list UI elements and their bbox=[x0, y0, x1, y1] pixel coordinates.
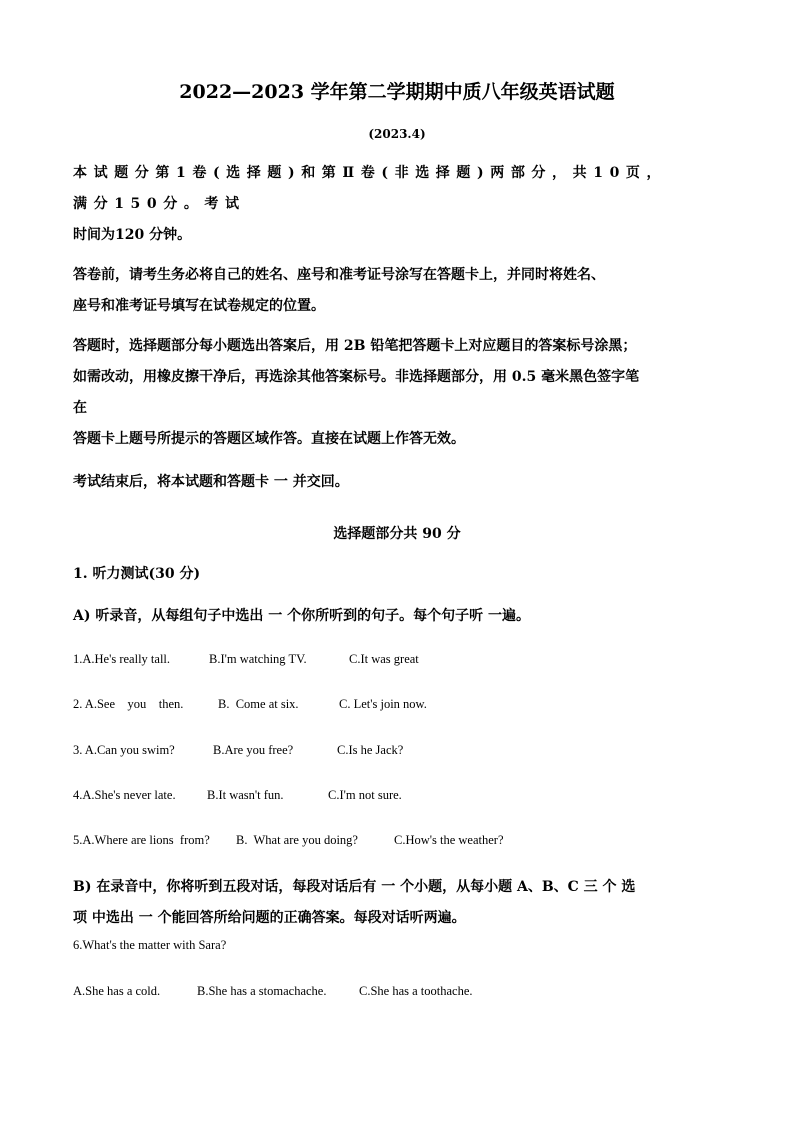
question-1 bbox=[73, 652, 419, 667]
exam-date: (2023.4) bbox=[368, 127, 426, 141]
question-6-option-a: A.She has a cold. bbox=[73, 984, 161, 998]
question-1-option-b: B.I'm watching TV. bbox=[209, 652, 307, 666]
question-5-option-b: B. What are you doing? bbox=[236, 833, 358, 847]
question-2 bbox=[73, 697, 427, 712]
question-5-option-c: C.How's the weather? bbox=[394, 833, 504, 847]
question-6-stem: 6.What's the matter with Sara? bbox=[73, 938, 227, 952]
instruction-line-2: 满分150分。考试 bbox=[73, 196, 246, 212]
question-5 bbox=[73, 833, 504, 848]
section-title: 选择题部分共 90 分 bbox=[333, 526, 461, 542]
question-3-option-a: 3. A.Can you swim? bbox=[73, 743, 175, 757]
instruction-para3-line3: 在 bbox=[73, 400, 87, 416]
question-4-option-b: B.It wasn't fun. bbox=[207, 788, 284, 802]
instruction-line-3: 时间为120 分钟。 bbox=[73, 227, 192, 243]
question-6-option-c: C.She has a toothache. bbox=[359, 984, 473, 998]
question-6-option-b: B.She has a stomachache. bbox=[197, 984, 327, 998]
partB-heading-line1: B) 在录音中，你将听到五段对话，每段对话后有 一 个小题，从每小题 A、B、C 三 个 选 bbox=[73, 879, 636, 895]
partB-heading-line2: 项 中选出 一 个能回答所给问题的正确答案。每段对话听两遍。 bbox=[73, 910, 466, 926]
exam-title: 2022—2023 学年第二学期期中质八年级英语试题 bbox=[179, 81, 615, 103]
instruction-para2-line2: 座号和准考证号填写在试卷规定的位置。 bbox=[73, 298, 325, 314]
part1-heading: 1. 听力测试(30 分) bbox=[73, 566, 201, 582]
question-6 bbox=[73, 984, 473, 999]
question-2-option-c: C. Let's join now. bbox=[339, 697, 427, 711]
question-4 bbox=[73, 788, 402, 803]
question-1-option-c: C.It was great bbox=[349, 652, 419, 666]
instruction-para2-line1: 答卷前，请考生务必将自己的姓名、座号和准考证号涂写在答题卡上，并同时将姓名、 bbox=[73, 267, 605, 283]
instruction-para4: 考试结束后，将本试题和答题卡 一 并交回。 bbox=[73, 474, 349, 490]
question-3 bbox=[73, 743, 403, 758]
instruction-para3-line2: 如需改动，用橡皮擦干净后，再选涂其他答案标号。非选择题部分，用 0.5 毫米黑色签字笔 bbox=[73, 369, 640, 385]
question-5-option-a: 5.A.Where are lions from? bbox=[73, 833, 210, 847]
question-3-option-b: B.Are you free? bbox=[213, 743, 294, 757]
instruction-para3-line1: 答题时，选择题部分每小题选出答案后，用 2B 铅笔把答题卡上对应题目的答案标号涂黑； bbox=[73, 338, 637, 354]
instruction-line-1: 本试题分第1卷(选择题)和第Ⅱ卷(非选择题)两部分，共10页， bbox=[73, 165, 668, 181]
question-3-option-c: C.Is he Jack? bbox=[337, 743, 404, 757]
question-4-option-c: C.I'm not sure. bbox=[328, 788, 402, 802]
question-2-option-b: B. Come at six. bbox=[218, 697, 299, 711]
question-2-option-a: 2. A.See you then. bbox=[73, 697, 184, 711]
partA-heading: A) 听录音，从每组句子中选出 一 个你所听到的句子。每个句子听 一遍。 bbox=[73, 608, 530, 624]
question-4-option-a: 4.A.She's never late. bbox=[73, 788, 176, 802]
question-1-option-a: 1.A.He's really tall. bbox=[73, 652, 171, 666]
instruction-para3-line4: 答题卡上题号所提示的答题区域作答。直接在试题上作答无效。 bbox=[73, 431, 465, 447]
